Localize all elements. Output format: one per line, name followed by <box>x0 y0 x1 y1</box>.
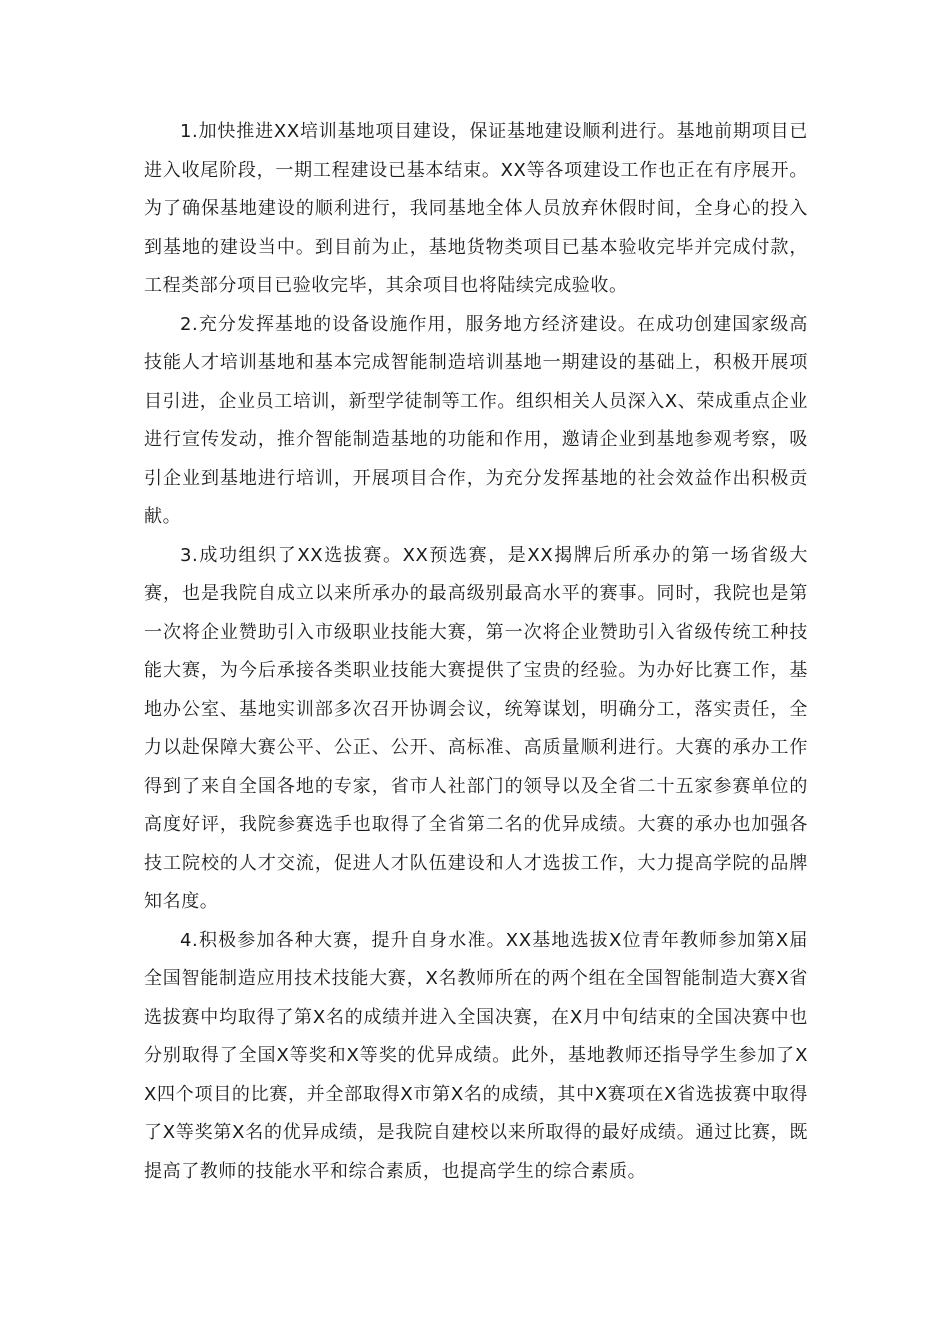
paragraph-1: 1.加快推进XX培训基地项目建设，保证基地建设顺利进行。基地前期项目已进入收尾阶段，一期工程建设已基本结束。XX等各项建设工作也正在有序展开。为了确保基地建设的顺利进行，我同基地全体人员放弃休假时间，全身心的投入到基地的建设当中。到目前为止，基地货物类项目已基本验收完毕并完成付款，工程类部分项目已验收完毕，其余项目也将陆续完成验收。 <box>144 121 808 296</box>
paragraph-2: 2.充分发挥基地的设备设施作用，服务地方经济建设。在成功创建国家级高技能人才培训基地和基本完成智能制造培训基地一期建设的基础上，积极开展项目引进，企业员工培训，新型学徒制等工作。组织相关人员深入X、荣成重点企业进行宣传发动，推介智能制造基地的功能和作用，邀请企业到基地参观考察，吸引企业到基地进行培训，开展项目合作，为充分发挥基地的社会效益作出积极贡献。 <box>144 313 808 527</box>
paragraph-4: 4.积极参加各种大赛，提升自身水准。XX基地选拔X位青年教师参加第X届全国智能制造应用技术技能大赛，X名教师所在的两个组在全国智能制造大赛X省选拔赛中均取得了第X名的成绩并进入全国决赛，在X月中旬结束的全国决赛中也分别取得了全国X等奖和X等奖的优异成绩。此外，基地教师还指导学生参加了XX四个项目的比赛，并全部取得X市第X名的成绩，其中X赛项在X省选拔赛中取得了X等奖第X名的优异成绩，是我院自建校以来所取得的最好成绩。通过比赛，既提高了教师的技能水平和综合素质，也提高学生的综合素质。 <box>144 929 808 1182</box>
paragraph-3: 3.成功组织了XX选拔赛。XX预选赛，是XX揭牌后所承办的第一场省级大赛，也是我院自成立以来所承办的最高级别最高水平的赛事。同时，我院也是第一次将企业赞助引入市级职业技能大赛，第一次将企业赞助引入省级传统工种技能大赛，为今后承接各类职业技能大赛提供了宝贵的经验。为办好比赛工作，基地办公室、基地实训部多次召开协调会议，统筹谋划，明确分工，落实责任，全力以赴保障大赛公平、公正、公开、高标准、高质量顺利进行。大赛的承办工作得到了来自全国各地的专家，省市人社部门的领导以及全省二十五家参赛单位的高度好评，我院参赛选手也取得了全省第二名的优异成绩。大赛的承办也加强各技工院校的人才交流，促进人才队伍建设和人才选拔工作，大力提高学院的品牌知名度。 <box>144 544 808 912</box>
document-body <box>144 113 808 1191</box>
